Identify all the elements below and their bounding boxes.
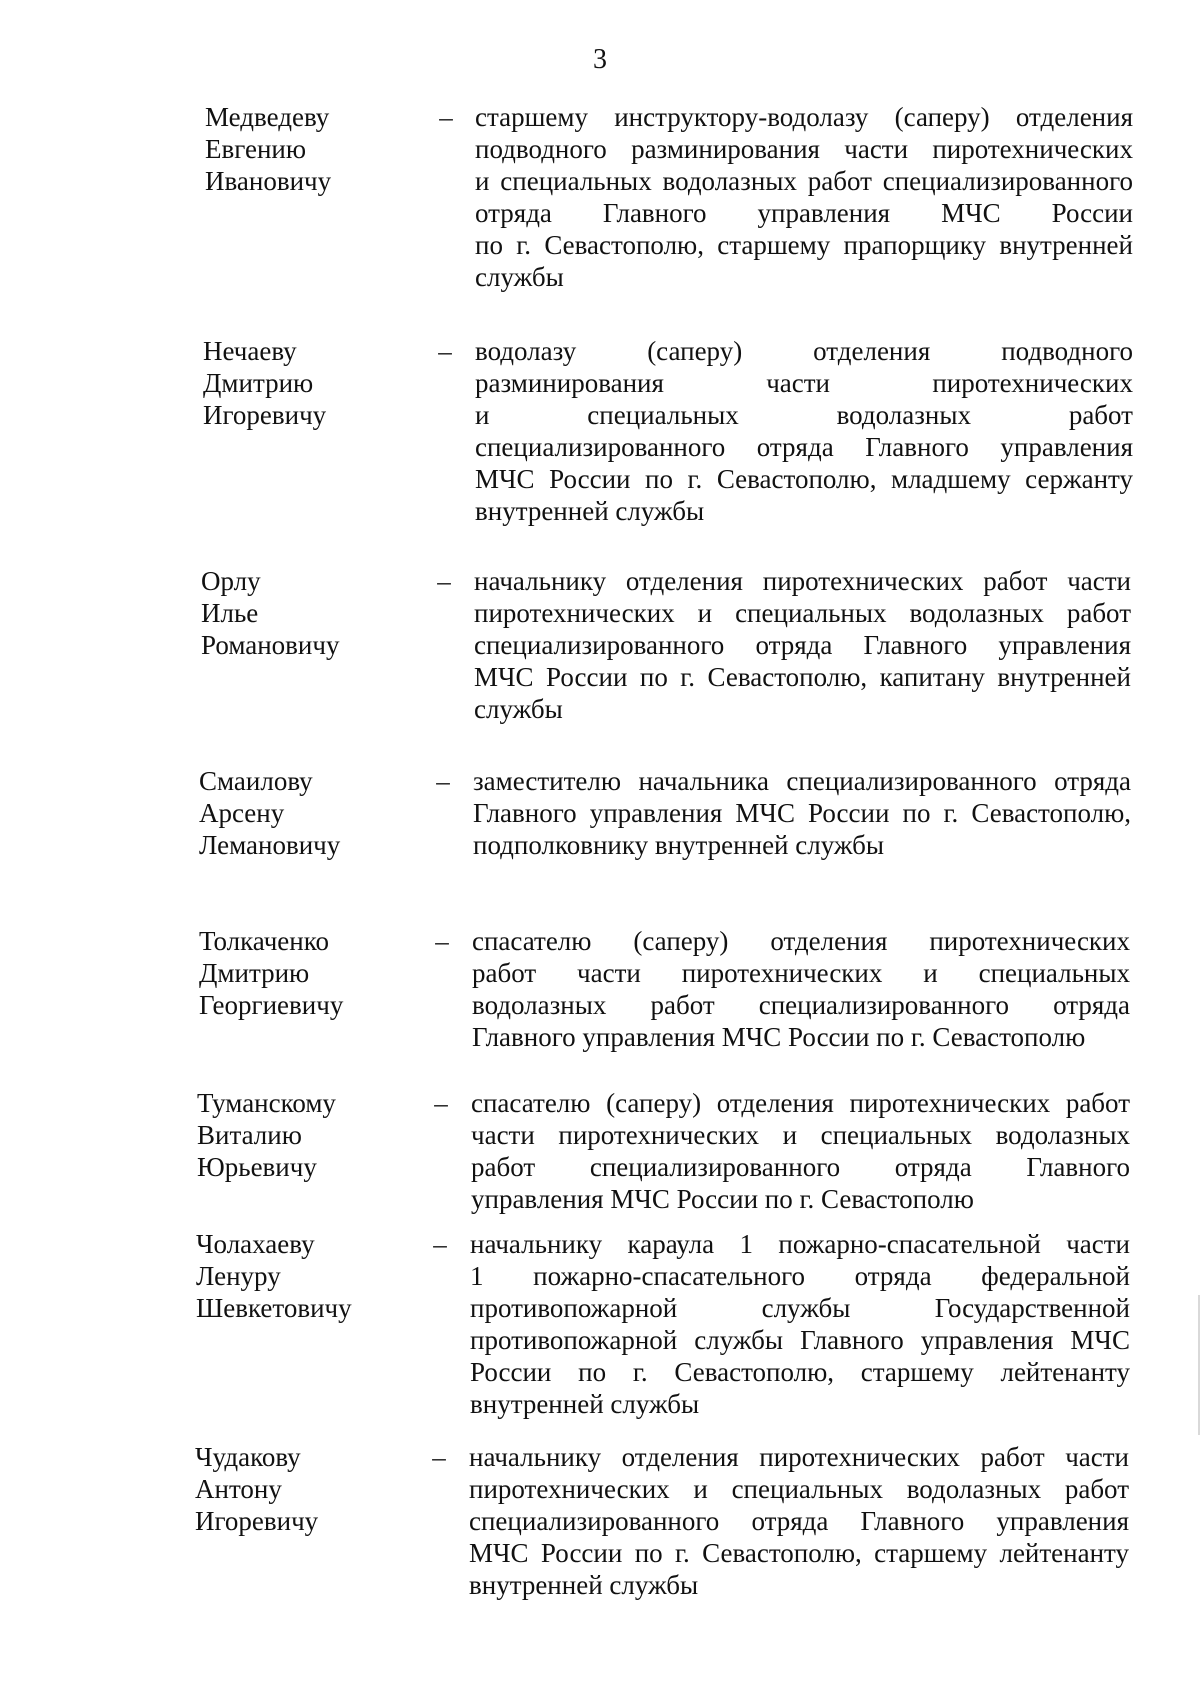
position-description-line: водолазу (саперу) отделения подводного (475, 336, 1133, 366)
recipient-name (199, 765, 419, 861)
position-description-line: и специальных водолазных работ (475, 400, 1133, 430)
position-description (469, 1441, 1129, 1601)
recipient-name (195, 1441, 415, 1537)
recipient-name-line: Медведеву (205, 102, 330, 132)
position-description (472, 925, 1130, 1053)
recipient-name-line: Ивановичу (205, 166, 332, 196)
position-description (470, 1228, 1130, 1420)
position-description-line: управления МЧС России по г. Севастополю (471, 1184, 974, 1214)
position-description-line: работ части пиротехнических и специальных (472, 958, 1130, 988)
position-description-line: специализированного отряда Главного управления (469, 1506, 1129, 1536)
recipient-name-line: Туманскому (197, 1088, 336, 1118)
position-description-line: противопожарной службы Государственной (470, 1293, 1130, 1323)
recipient-name-line: Антону (195, 1474, 282, 1504)
position-description-line: внутренней службы (470, 1389, 700, 1419)
position-description-line: спасателю (саперу) отделения пиротехнических (472, 926, 1130, 956)
separator-dash: – (433, 1229, 447, 1259)
recipient-name-line: Чудакову (195, 1442, 301, 1472)
position-description-line: подполковнику внутренней службы (473, 830, 885, 860)
recipient-name (201, 565, 421, 661)
position-description-line: по г. Севастополю, старшему прапорщику внутренней (475, 230, 1133, 260)
position-description-line: Главного управления МЧС России по г. Севастополю, (473, 798, 1131, 828)
recipient-name-line: Игоревичу (203, 400, 327, 430)
position-description-line: специализированного отряда Главного управления (474, 630, 1131, 660)
position-description-line: начальнику отделения пиротехнических работ части (469, 1442, 1129, 1472)
recipient-name-line: Чолахаеву (196, 1229, 315, 1259)
recipient-name-line: Евгению (205, 134, 307, 164)
position-description-line: МЧС России по г. Севастополю, старшему лейтенанту (469, 1538, 1129, 1568)
position-description-line: старшему инструктору-водолазу (саперу) отделения (475, 102, 1133, 132)
recipient-name-line: Романовичу (201, 630, 340, 660)
position-description-line: начальнику отделения пиротехнических работ части (474, 566, 1131, 596)
position-description-line: 1 пожарно-спасательного отряда федеральной (470, 1261, 1130, 1291)
separator-dash: – (439, 102, 453, 132)
recipient-name (203, 335, 423, 431)
position-description-line: разминирования части пиротехнических (475, 368, 1133, 398)
recipient-name-line: Илье (201, 598, 259, 628)
recipient-name (199, 925, 419, 1021)
position-description-line: работ специализированного отряда Главного (471, 1152, 1130, 1182)
position-description-line: Главного управления МЧС России по г. Севастополю (472, 1022, 1086, 1052)
position-description-line: и специальных водолазных работ специализированного (475, 166, 1133, 196)
position-description-line: МЧС России по г. Севастополю, младшему сержанту (475, 464, 1133, 494)
position-description-line: пиротехнических и специальных водолазных работ (474, 598, 1131, 628)
recipient-name-line: Толкаченко (199, 926, 329, 956)
position-description-line: отряда Главного управления МЧС России (475, 198, 1133, 228)
separator-dash: – (434, 1088, 448, 1118)
page-number: 3 (593, 44, 607, 75)
separator-dash: – (435, 926, 449, 956)
separator-dash: – (438, 336, 452, 366)
position-description-line: службы (474, 694, 563, 724)
separator-dash: – (436, 766, 450, 796)
position-description-line: части пиротехнических и специальных водолазных (471, 1120, 1130, 1150)
position-description-line: пиротехнических и специальных водолазных работ (469, 1474, 1129, 1504)
recipient-name-line: Виталию (197, 1120, 302, 1150)
position-description-line: заместителю начальника специализированного отряда (473, 766, 1131, 796)
position-description (473, 765, 1131, 861)
recipient-name-line: Дмитрию (203, 368, 314, 398)
recipient-name-line: Ленуру (196, 1261, 281, 1291)
recipient-name (196, 1228, 416, 1324)
position-description-line: внутренней службы (475, 496, 705, 526)
position-description-line: МЧС России по г. Севастополю, капитану внутренней (474, 662, 1131, 692)
recipient-name (197, 1087, 417, 1183)
position-description (471, 1087, 1130, 1215)
position-description (475, 335, 1133, 527)
separator-dash: – (437, 566, 451, 596)
position-description-line: внутренней службы (469, 1570, 699, 1600)
recipient-name (205, 101, 425, 197)
position-description-line: специализированного отряда Главного управления (475, 432, 1133, 462)
recipient-name-line: Шевкетовичу (196, 1293, 352, 1323)
position-description-line: службы (475, 262, 564, 292)
recipient-name-line: Смаилову (199, 766, 313, 796)
position-description-line: начальнику караула 1 пожарно-спасательной части (470, 1229, 1130, 1259)
recipient-name-line: Юрьевичу (197, 1152, 317, 1182)
recipient-name-line: Нечаеву (203, 336, 297, 366)
separator-dash: – (432, 1442, 446, 1472)
position-description-line: спасателю (саперу) отделения пиротехнических работ (471, 1088, 1130, 1118)
recipient-name-line: Лемановичу (199, 830, 341, 860)
position-description (475, 101, 1133, 293)
position-description-line: противопожарной службы Главного управления МЧС (470, 1325, 1130, 1355)
position-description-line: России по г. Севастополю, старшему лейтенанту (470, 1357, 1130, 1387)
position-description-line: водолазных работ специализированного отряда (472, 990, 1130, 1020)
recipient-name-line: Георгиевичу (199, 990, 344, 1020)
recipient-name-line: Арсену (199, 798, 285, 828)
position-description-line: подводного разминирования части пиротехнических (475, 134, 1133, 164)
position-description (474, 565, 1131, 725)
recipient-name-line: Игоревичу (195, 1506, 319, 1536)
recipient-name-line: Орлу (201, 566, 261, 596)
recipient-name-line: Дмитрию (199, 958, 310, 988)
